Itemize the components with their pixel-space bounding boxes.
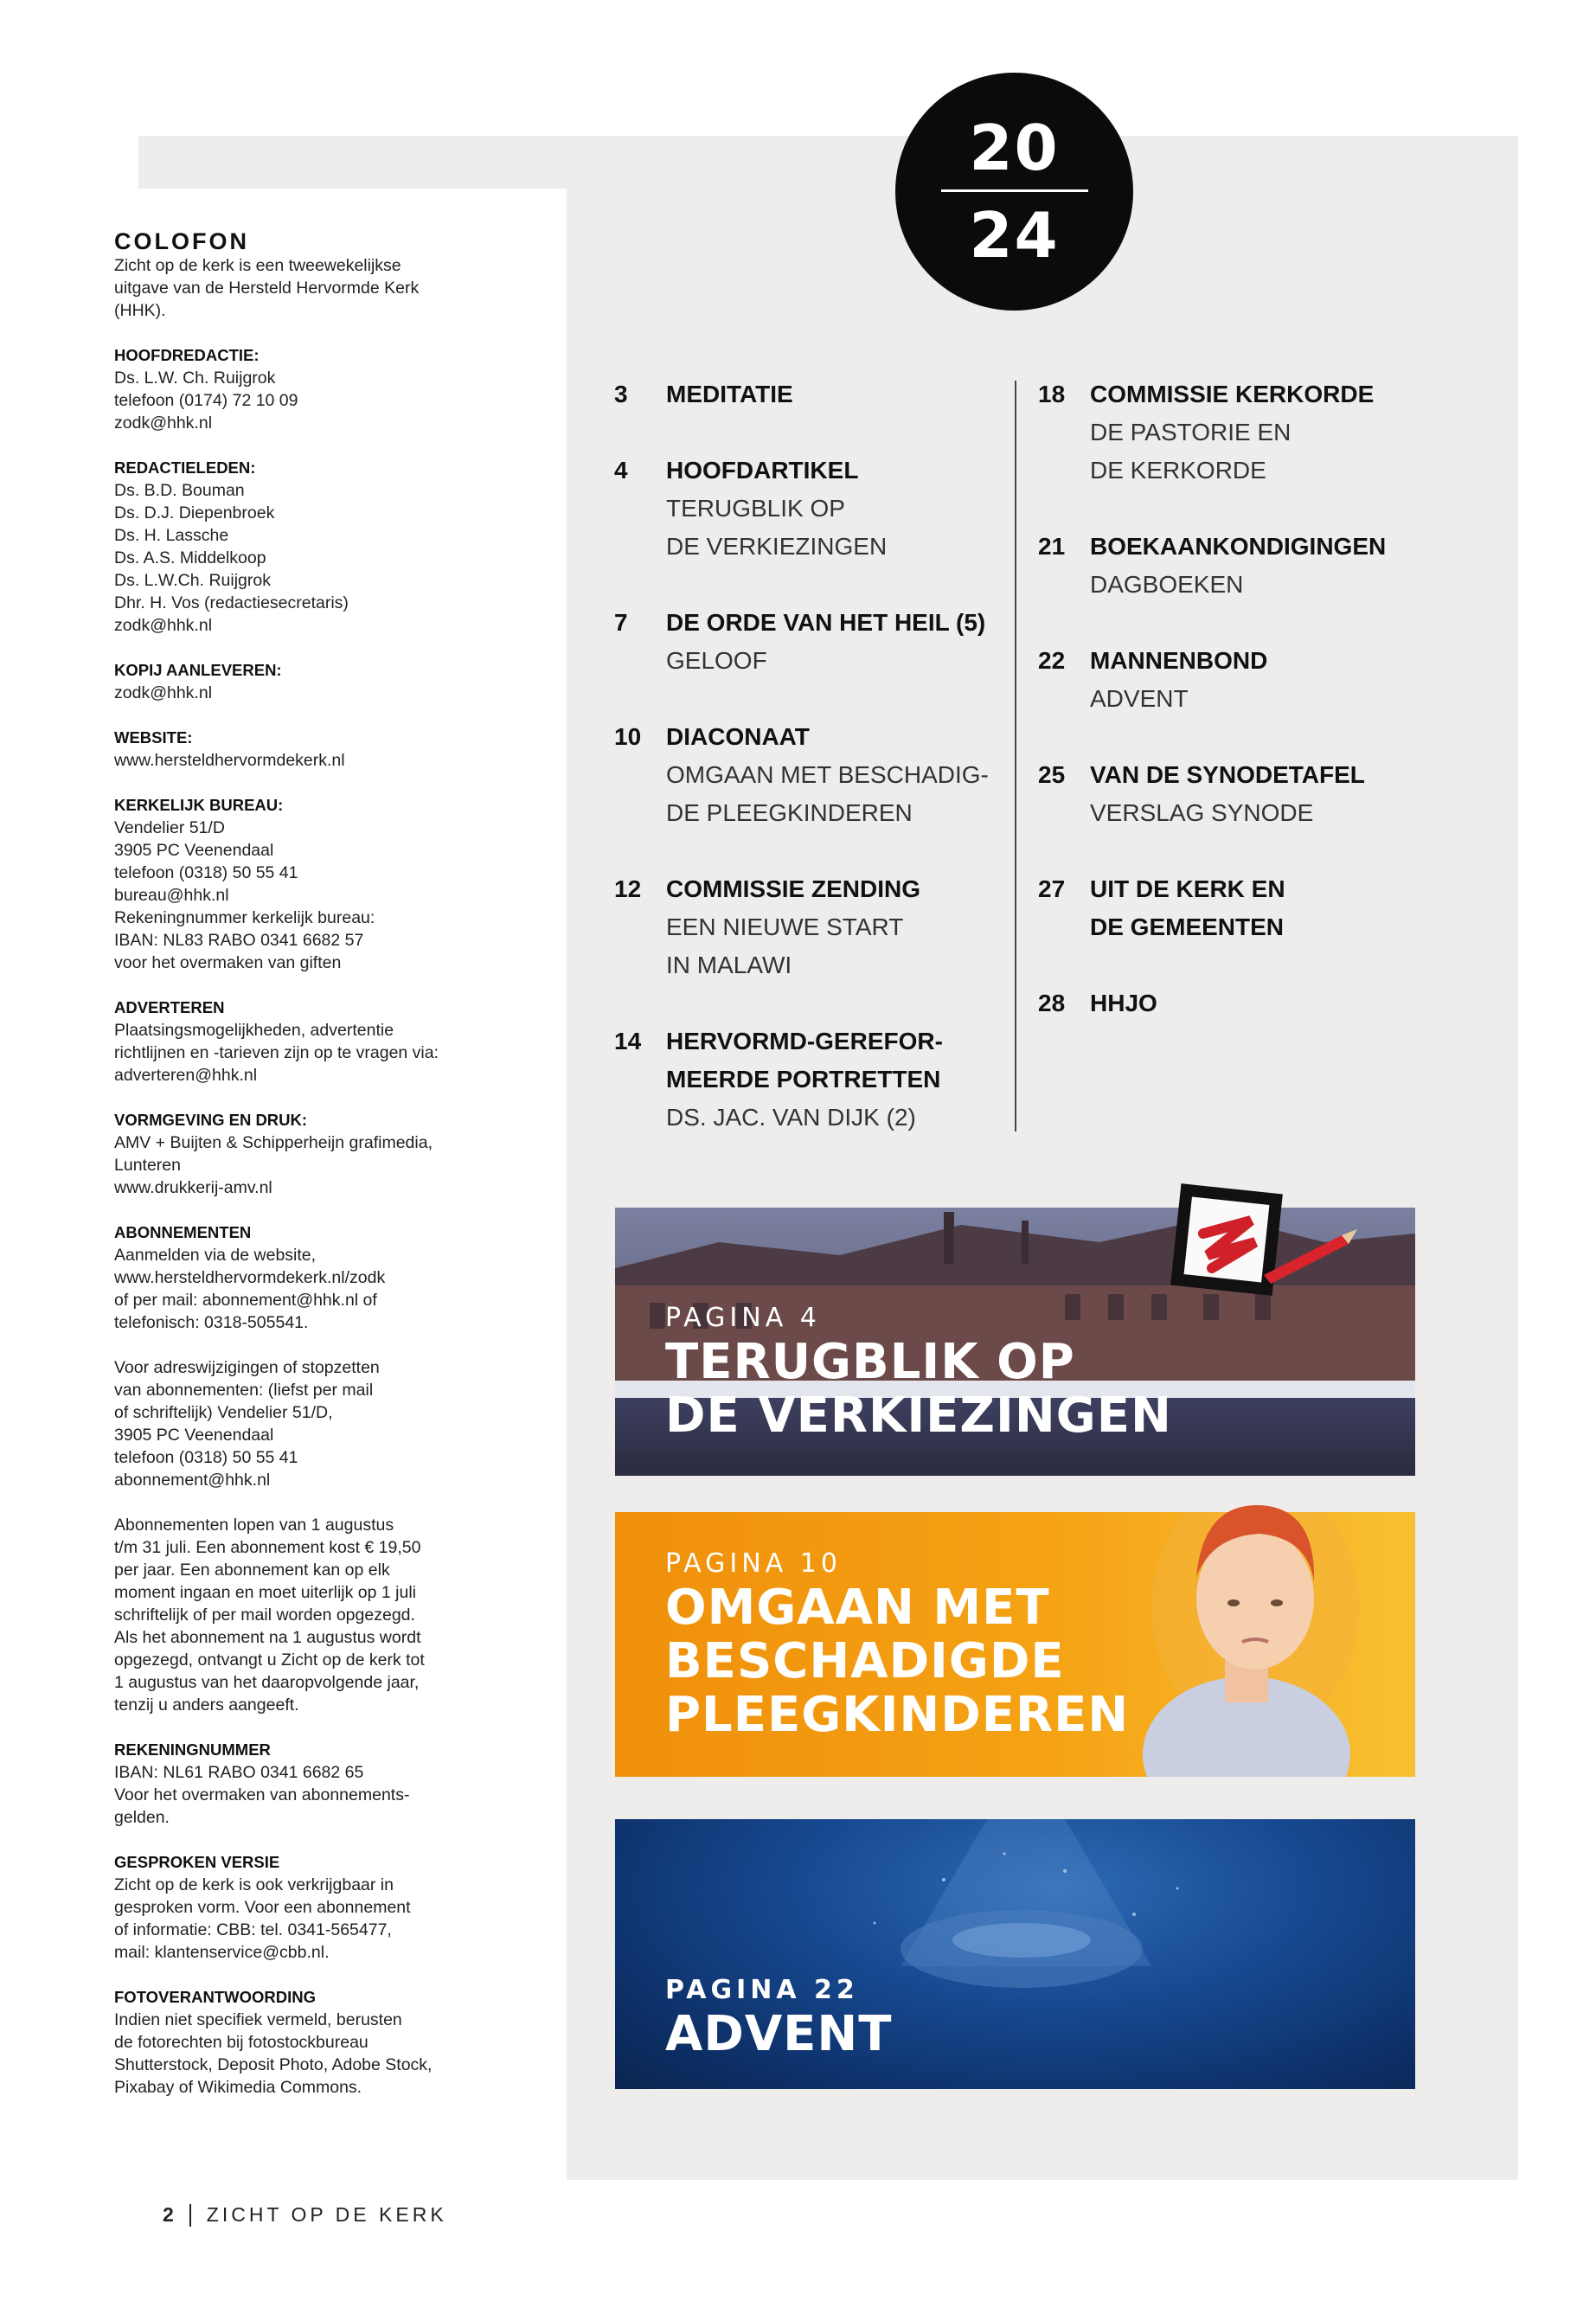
toc-entry[interactable] <box>614 870 995 984</box>
colofon-intro <box>114 254 486 322</box>
toc-subtitle: DAGBOEKEN <box>1090 571 1244 598</box>
colofon-line: Ds. L.W. Ch. Ruijgrok <box>114 369 276 388</box>
colofon-section <box>114 1986 486 2099</box>
page-footer <box>163 2203 447 2227</box>
colofon-sections <box>114 344 486 1334</box>
toc-subtitle: OMGAAN MET BESCHADIG- <box>666 761 989 788</box>
banner-title-line: TERUGBLIK OP <box>665 1334 1075 1390</box>
colofon-section-title: HOOFDREDACTIE: <box>114 346 260 364</box>
toc-entry-text <box>666 718 995 832</box>
toc-subtitle: EEN NIEUWE START <box>666 913 904 940</box>
colofon-line: Ds. L.W.Ch. Ruijgrok <box>114 571 271 590</box>
toc-entry[interactable] <box>614 375 995 413</box>
toc-left-column <box>614 375 995 1175</box>
toc-page-number: 14 <box>614 1028 642 1054</box>
toc-subtitle: DE KERKORDE <box>1090 457 1266 484</box>
pencil-ballot-icon <box>1169 1182 1359 1303</box>
colofon-section <box>114 794 486 974</box>
colofon-section-title: KOPIJ AANLEVEREN: <box>114 661 282 679</box>
toc-subtitle: DE VERKIEZINGEN <box>666 533 888 560</box>
colofon-intro-line: uitgave van de Hersteld Hervormde Kerk <box>114 279 420 298</box>
toc-entry-text <box>1090 756 1505 832</box>
colofon-line: Voor adreswijzigingen of stopzetten <box>114 1358 380 1377</box>
toc-entry-text <box>666 1022 995 1137</box>
colofon-line: Ds. H. Lassche <box>114 526 229 545</box>
colofon-section <box>114 344 486 434</box>
colofon-line: www.hersteldhervormdekerk.nl <box>114 751 345 770</box>
colofon-line: moment ingaan en moet uiterlijk op 1 juli <box>114 1583 417 1602</box>
colofon-line: telefoon (0318) 50 55 41 <box>114 1448 298 1467</box>
toc-subtitle: DE PASTORIE EN <box>1090 419 1292 445</box>
colofon-line: voor het overmaken van giften <box>114 953 342 972</box>
colofon-section <box>114 659 486 704</box>
banner-pleegkinderen-page-label: PAGINA 10 <box>665 1548 842 1579</box>
toc-title: MEDITATIE <box>666 381 793 407</box>
colofon-line: 3905 PC Veenendaal <box>114 1426 274 1445</box>
colofon-intro-line: Zicht op de kerk is een tweewekelijkse <box>114 256 401 275</box>
colofon-intro-line: (HHK). <box>114 301 166 320</box>
colofon-line: Shutterstock, Deposit Photo, Adobe Stock, <box>114 2055 433 2074</box>
toc-page-number: 22 <box>1038 647 1066 674</box>
banner-title-line: OMGAAN MET <box>665 1580 1050 1636</box>
toc-title: DE GEMEENTEN <box>1090 913 1285 940</box>
colofon-line: richtlijnen en -tarieven zijn op te vragen via: <box>114 1043 439 1062</box>
toc-title: HERVORMD-GEREFOR- <box>666 1028 943 1054</box>
toc-title: DIACONAAT <box>666 723 810 750</box>
banner-advent-page-label: PAGINA 22 <box>665 1975 859 2005</box>
banner-verkiezingen-title <box>665 1336 1172 1443</box>
toc-subtitle: TERUGBLIK OP <box>666 495 845 522</box>
banner-title-line: DE VERKIEZINGEN <box>665 1388 1172 1444</box>
colofon-line: Rekeningnummer kerkelijk bureau: <box>114 908 375 927</box>
toc-page-number: 27 <box>1038 875 1066 902</box>
toc-title: HOOFDARTIKEL <box>666 457 859 484</box>
colofon-line: AMV + Buijten & Schipperheijn grafimedia, <box>114 1133 433 1152</box>
colofon-line: Ds. A.S. Middelkoop <box>114 548 266 567</box>
magazine-name: ZICHT OP DE KERK <box>206 2203 447 2226</box>
colofon-line: opgezegd, ontvangt u Zicht op de kerk tot <box>114 1650 425 1670</box>
colofon-line: gesproken vorm. Voor een abonnement <box>114 1898 411 1917</box>
toc-title: BOEKAANKONDIGINGEN <box>1090 533 1387 560</box>
toc-page-number: 10 <box>614 723 642 750</box>
toc-entry[interactable] <box>1038 984 1505 1022</box>
colofon-section <box>114 457 486 637</box>
colofon-section-title: FOTOVERANTWOORDING <box>114 1988 316 2006</box>
colofon-line: Dhr. H. Vos (redactiesecretaris) <box>114 593 349 612</box>
toc-entry-text <box>1090 984 1505 1022</box>
colofon-line: de fotorechten bij fotostockbureau <box>114 2033 369 2052</box>
colofon-line: t/m 31 juli. Een abonnement kost € 19,50 <box>114 1538 421 1557</box>
toc-entry-text <box>666 870 995 984</box>
colofon-line: mail: klantenservice@cbb.nl. <box>114 1943 330 1962</box>
colofon-line: Zicht op de kerk is ook verkrijgbaar in <box>114 1875 394 1894</box>
colofon-terms-paragraph <box>114 1514 486 1716</box>
colofon-line: of schriftelijk) Vendelier 51/D, <box>114 1403 333 1422</box>
footer-divider <box>189 2204 191 2227</box>
toc-entry-text <box>666 604 995 680</box>
colofon-line: Vendelier 51/D <box>114 818 225 837</box>
year-badge <box>895 73 1133 311</box>
toc-entry[interactable] <box>614 604 995 680</box>
toc-entry-text <box>666 375 995 413</box>
toc-title: MEERDE PORTRETTEN <box>666 1066 941 1093</box>
colofon-line: telefonisch: 0318-505541. <box>114 1313 309 1332</box>
colofon-line: zodk@hhk.nl <box>114 616 213 635</box>
banner-verkiezingen[interactable] <box>615 1208 1415 1476</box>
colofon-line: Lunteren <box>114 1156 181 1175</box>
colofon-line: Indien niet specifiek vermeld, berusten <box>114 2010 402 2029</box>
colofon-sections-after <box>114 1739 486 2099</box>
toc-page-number: 7 <box>614 609 628 636</box>
toc-subtitle: DE PLEEGKINDEREN <box>666 799 913 826</box>
year-top: 20 <box>969 112 1060 184</box>
toc-entry[interactable] <box>1038 375 1505 490</box>
colofon-line: Ds. B.D. Bouman <box>114 481 245 500</box>
colofon-line: per jaar. Een abonnement kan op elk <box>114 1561 390 1580</box>
banner-title-line: BESCHADIGDE <box>665 1633 1065 1689</box>
colofon-line: Ds. D.J. Diepenbroek <box>114 503 275 522</box>
toc-title: MANNENBOND <box>1090 647 1268 674</box>
colofon-section <box>114 727 486 772</box>
toc-title: VAN DE SYNODETAFEL <box>1090 761 1365 788</box>
banner-title-line: ADVENT <box>665 2006 893 2062</box>
colofon-section-title: KERKELIJK BUREAU: <box>114 796 284 814</box>
year-bottom: 24 <box>969 199 1060 272</box>
colofon-section-title: VORMGEVING EN DRUK: <box>114 1111 308 1129</box>
toc-entry-text <box>1090 870 1505 946</box>
toc-title: UIT DE KERK EN <box>1090 875 1285 902</box>
toc-entry[interactable] <box>1038 870 1505 946</box>
toc-page-number: 21 <box>1038 533 1066 560</box>
colofon-line: www.hersteldhervormdekerk.nl/zodk <box>114 1268 386 1287</box>
toc-title: DE ORDE VAN HET HEIL (5) <box>666 609 986 636</box>
toc-entry[interactable] <box>1038 642 1505 718</box>
colofon-line: zodk@hhk.nl <box>114 413 213 433</box>
colofon-section <box>114 1739 486 1829</box>
toc-page-number: 28 <box>1038 990 1066 1016</box>
colofon-line: 1 augustus van het daaropvolgende jaar, <box>114 1673 420 1692</box>
year-divider <box>941 189 1088 192</box>
toc-title: COMMISSIE KERKORDE <box>1090 381 1375 407</box>
toc-subtitle: DS. JAC. VAN DIJK (2) <box>666 1104 916 1131</box>
toc-page-number: 3 <box>614 381 628 407</box>
colofon-line: telefoon (0174) 72 10 09 <box>114 391 298 410</box>
toc-entry[interactable] <box>614 718 995 832</box>
toc-page-number: 12 <box>614 875 642 902</box>
toc-entry[interactable] <box>1038 756 1505 832</box>
toc-subtitle: GELOOF <box>666 647 767 674</box>
colofon-section <box>114 1221 486 1334</box>
toc-subtitle: IN MALAWI <box>666 952 792 978</box>
toc-entry-text <box>1090 642 1505 718</box>
toc-entry[interactable] <box>1038 528 1505 604</box>
toc-entry[interactable] <box>614 1022 995 1137</box>
colofon-section-title: WEBSITE: <box>114 728 193 747</box>
toc-divider <box>1015 381 1016 1131</box>
colofon-section-title: REKENINGNUMMER <box>114 1740 271 1759</box>
toc-page-number: 18 <box>1038 381 1066 407</box>
colofon-line: IBAN: NL61 RABO 0341 6682 65 <box>114 1763 364 1782</box>
colofon-line: telefoon (0318) 50 55 41 <box>114 863 298 882</box>
colofon-address-paragraph <box>114 1356 486 1491</box>
child-head-illustration <box>1177 1486 1333 1685</box>
toc-title: HHJO <box>1090 990 1157 1016</box>
colofon-line: tenzij u anders aangeeft. <box>114 1695 299 1715</box>
banner-verkiezingen-page-label: PAGINA 4 <box>665 1303 821 1333</box>
colofon-line: IBAN: NL83 RABO 0341 6682 57 <box>114 931 364 950</box>
colofon-section <box>114 1851 486 1964</box>
colofon-line: of informatie: CBB: tel. 0341-565477, <box>114 1920 392 1939</box>
colofon-line: www.drukkerij-amv.nl <box>114 1178 272 1197</box>
page-number: 2 <box>163 2203 174 2226</box>
toc-entry[interactable] <box>614 452 995 566</box>
colofon-line: abonnement@hhk.nl <box>114 1471 271 1490</box>
colofon-title: COLOFON <box>114 228 249 254</box>
toc-subtitle: ADVENT <box>1090 685 1189 712</box>
toc-entry-text <box>1090 375 1505 490</box>
colofon-line: Aanmelden via de website, <box>114 1246 317 1265</box>
colofon <box>114 228 486 2099</box>
colofon-section-title: ABONNEMENTEN <box>114 1223 252 1241</box>
toc-entry-text <box>1090 528 1505 604</box>
colofon-line: Als het abonnement na 1 augustus wordt <box>114 1628 421 1647</box>
toc-page-number: 4 <box>614 457 628 484</box>
colofon-line: Voor het overmaken van abonnements- <box>114 1785 410 1804</box>
banner-pleegkinderen-title <box>665 1581 1129 1742</box>
colofon-line: gelden. <box>114 1808 170 1827</box>
colofon-line: Pixabay of Wikimedia Commons. <box>114 2078 362 2097</box>
banner-advent[interactable] <box>615 1819 1415 2089</box>
colofon-section <box>114 997 486 1086</box>
toc-right-column <box>1038 375 1505 1061</box>
banner-title-line: PLEEGKINDEREN <box>665 1687 1130 1743</box>
colofon-line: of per mail: abonnement@hhk.nl of <box>114 1291 377 1310</box>
colofon-line: adverteren@hhk.nl <box>114 1066 258 1085</box>
colofon-line: zodk@hhk.nl <box>114 683 213 702</box>
colofon-line: 3905 PC Veenendaal <box>114 841 274 860</box>
colofon-section-title: REDACTIELEDEN: <box>114 458 256 477</box>
colofon-line: Plaatsingsmogelijkheden, advertentie <box>114 1021 394 1040</box>
toc-subtitle: VERSLAG SYNODE <box>1090 799 1314 826</box>
colofon-line: bureau@hhk.nl <box>114 886 229 905</box>
colofon-section-title: ADVERTEREN <box>114 998 225 1016</box>
toc-entry-text <box>666 452 995 566</box>
colofon-line: van abonnementen: (liefst per mail <box>114 1381 374 1400</box>
banner-advent-title <box>665 2008 892 2061</box>
banner-pleegkinderen[interactable] <box>615 1512 1415 1777</box>
colofon-line: schriftelijk of per mail worden opgezegd. <box>114 1606 415 1625</box>
colofon-section-title: GESPROKEN VERSIE <box>114 1853 280 1871</box>
colofon-line: Abonnementen lopen van 1 augustus <box>114 1516 394 1535</box>
toc-page-number: 25 <box>1038 761 1066 788</box>
toc-title: COMMISSIE ZENDING <box>666 875 921 902</box>
colofon-section <box>114 1109 486 1199</box>
